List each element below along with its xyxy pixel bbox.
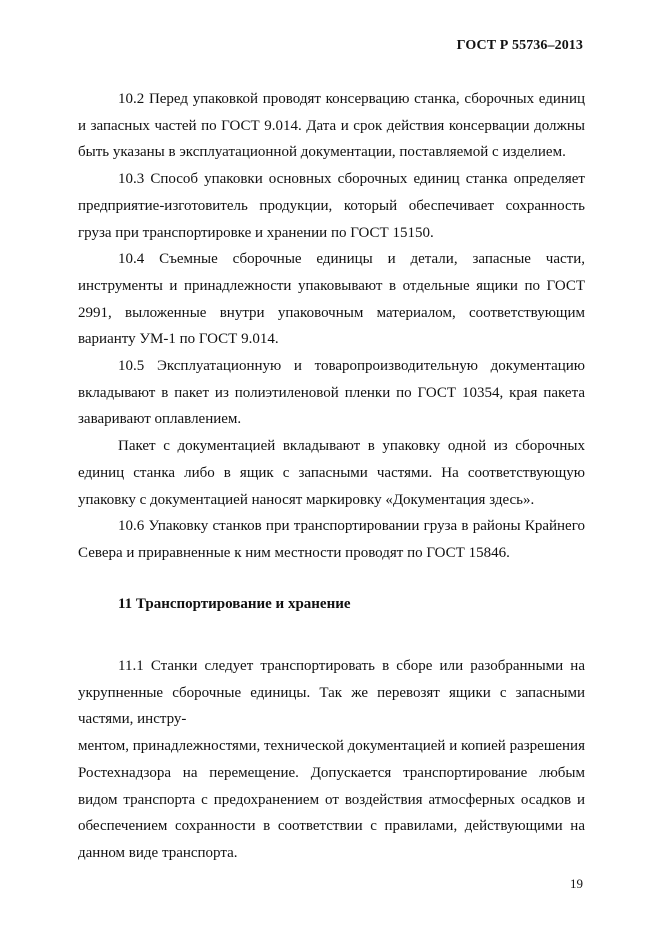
section-11-body [78,653,585,867]
document-header: ГОСТ Р 55736–2013 [456,38,583,53]
paragraph-10-6: 10.6 Упаковку станков при транспортировании груза в районы Крайнего Севера и приравненные к ним местности проводят по ГОСТ 15846. [78,518,585,561]
paragraph-11-1-part1: 11.1 Станки следует транспортировать в сборе или разобранными на укрупненные сборочные единицы. Так же перевозят ящики с запасными частями, инстру- [78,658,585,728]
page-number: 19 [570,876,583,891]
paragraph-10-2: 10.2 Перед упаковкой проводят консервацию станка, сборочных единиц и запасных частей по ГОСТ 9.014. Дата и срок действия консервации должны быть указаны в эксплуатационной документации, поставляемой с изделием. [78,91,585,161]
paragraph-10-5-documentation: Пакет с документацией вкладывают в упаковку одной из сборочных единиц станка либо в ящик с запасными частями. На соответствующую упаковку с документацией наносят маркировку «Документация здесь». [78,438,585,508]
paragraph-10-5: 10.5 Эксплуатационную и товаропроизводительную документацию вкладывают в пакет из полиэтиленовой пленки по ГОСТ 10354, края пакета заваривают оплавлением. [78,358,585,428]
paragraph-11-1-part2: ментом, принадлежностями, технической документацией и копией разрешения Ростехнадзора на перемещение. Допускается транспортирование любым видом транспорта с предохранением от воздействия атмосферных осадков и обеспечением сохранности в соответствии с правилами, действующими на данном виде транспорта. [78,738,585,861]
section-10-body [78,86,585,567]
paragraph-10-3: 10.3 Способ упаковки основных сборочных единиц станка определяет предприятие-изготовитель продукции, который обеспечивает сохранность груза при транспортировке и хранении по ГОСТ 15150. [78,171,585,241]
paragraph-10-4: 10.4 Съемные сборочные единицы и детали, запасные части, инструменты и принадлежности упаковывают в отдельные ящики по ГОСТ 2991, выложенные внутри упаковочным материалом, соответствующим варианту УМ-1 по ГОСТ 9.014. [78,251,585,348]
section-11-title: 11 Транспортирование и хранение [118,596,351,612]
